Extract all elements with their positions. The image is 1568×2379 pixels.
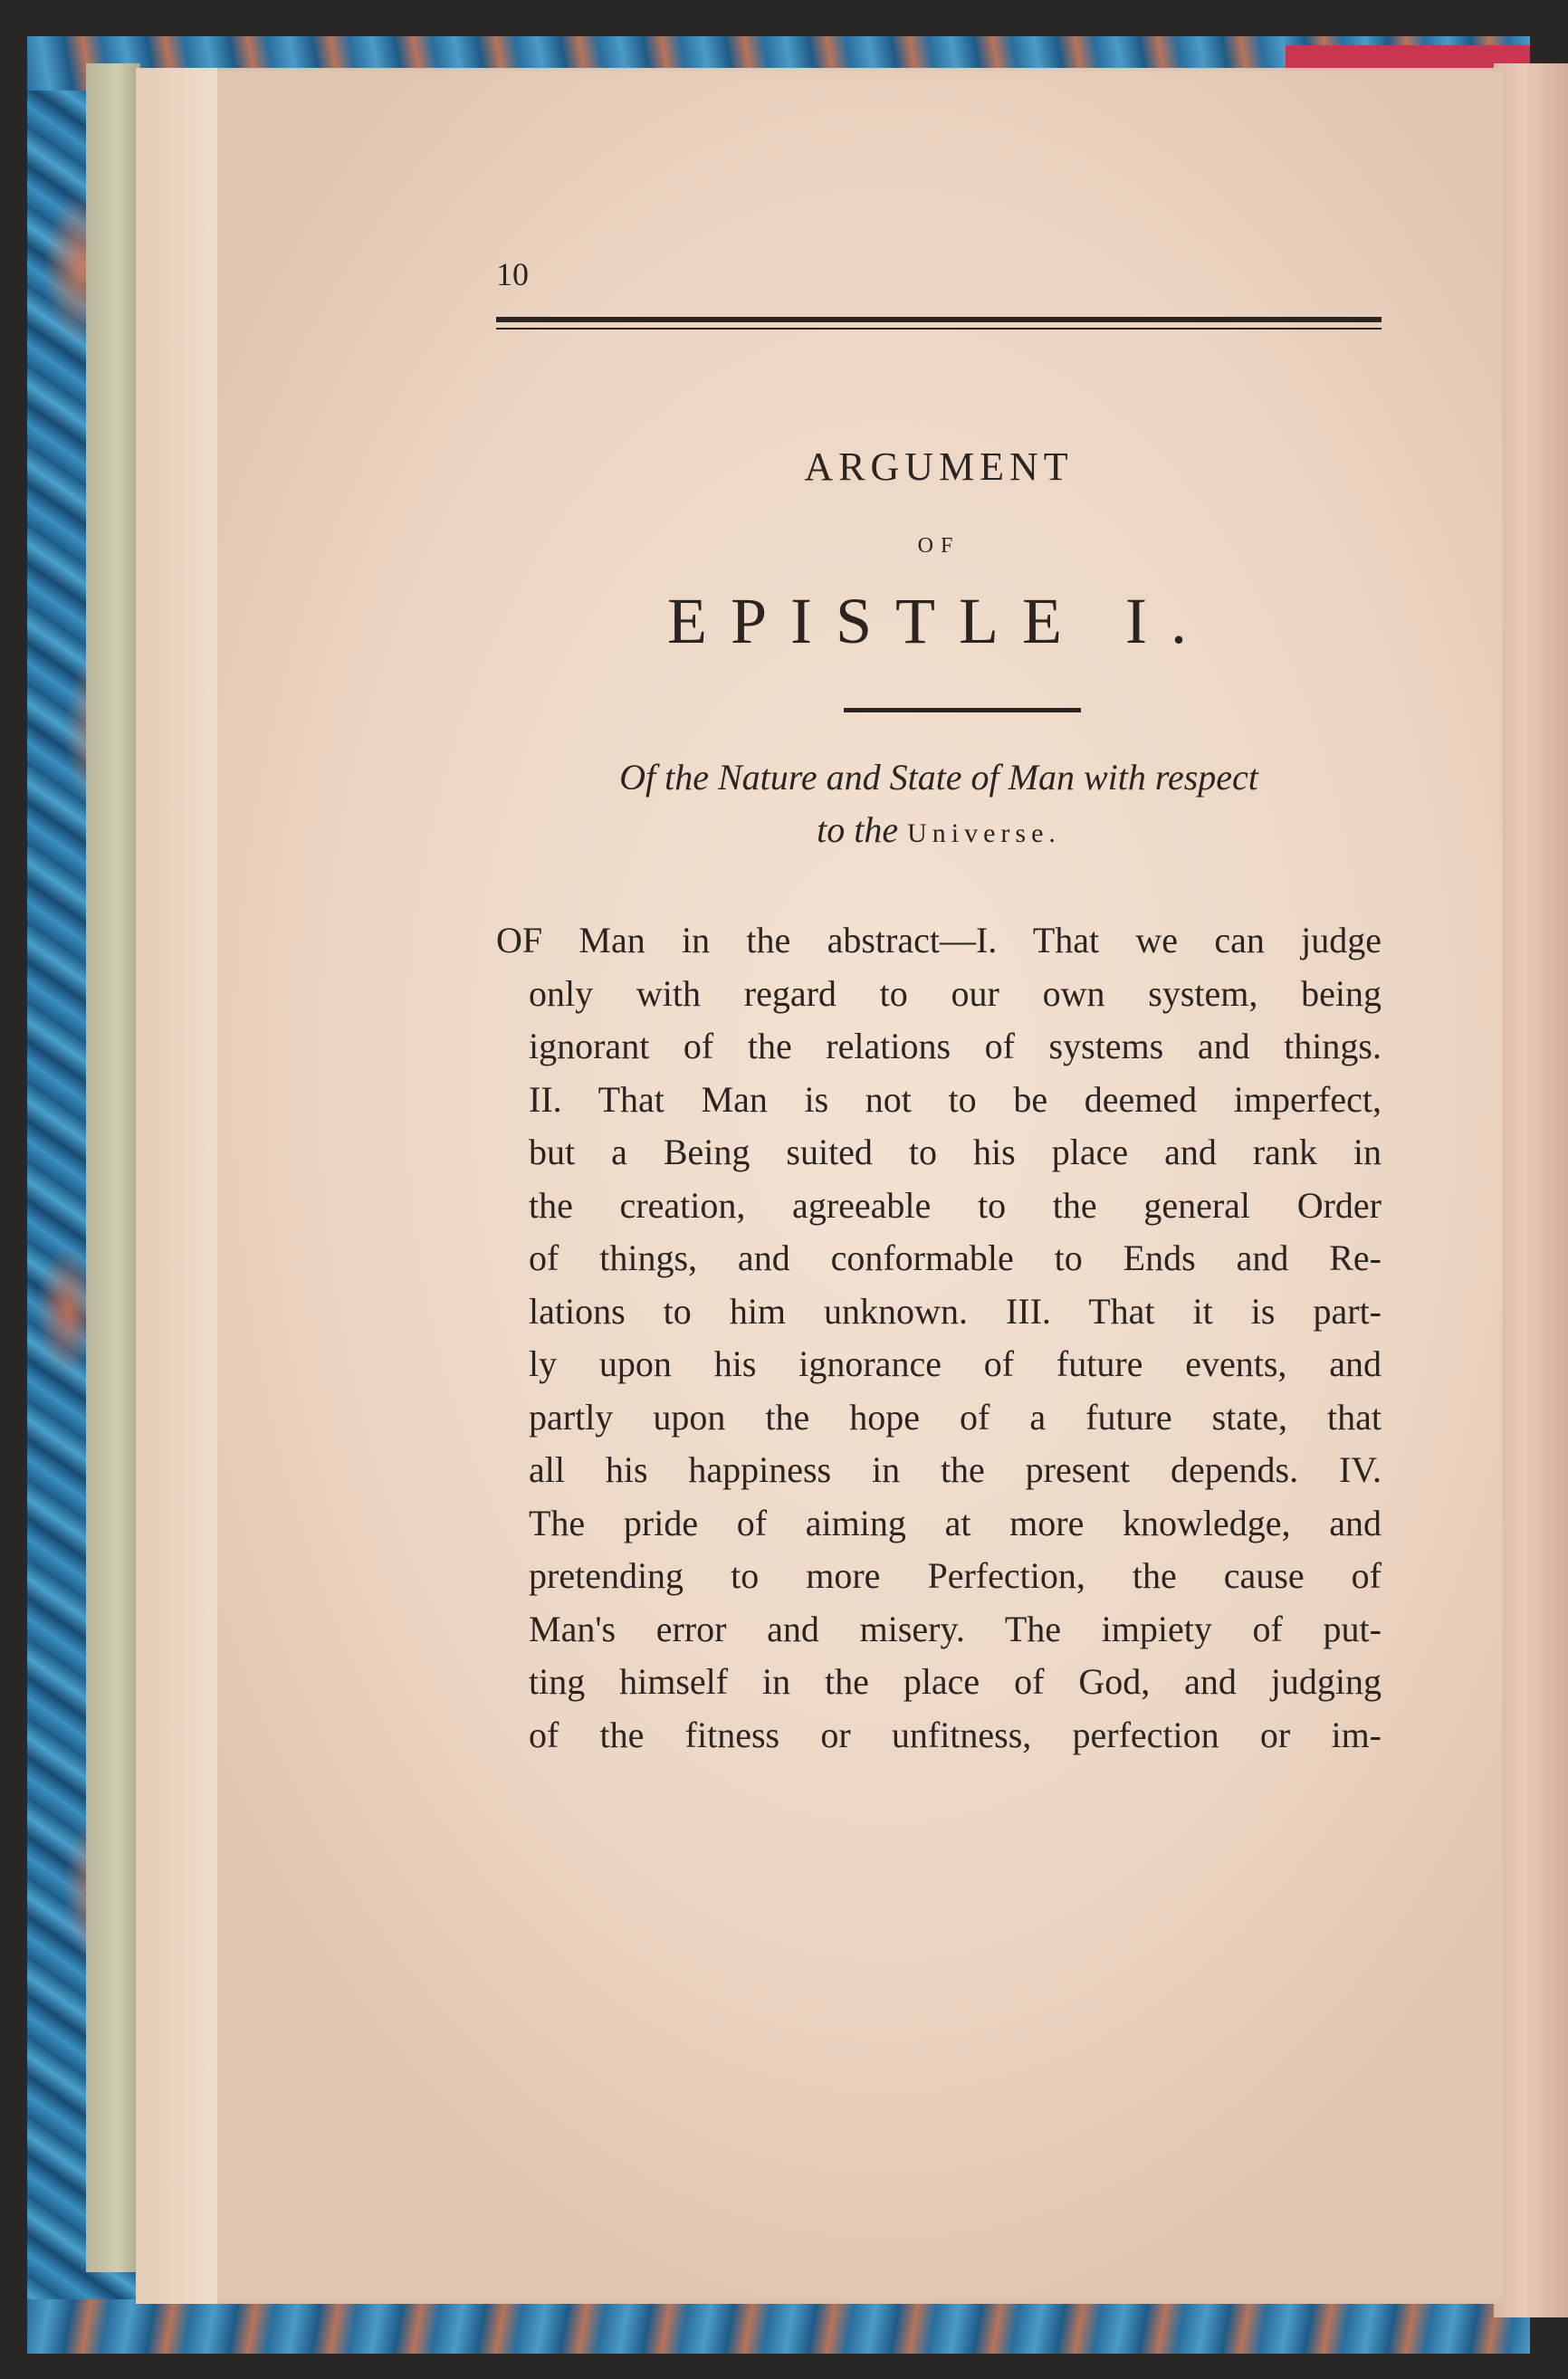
body-line: ly upon his ignorance of future events, and (529, 1343, 1382, 1384)
subtitle (496, 751, 1382, 860)
body-line: ting himself in the place of God, and judging (529, 1661, 1382, 1702)
body-line: all his happiness in the present depends. IV. (529, 1449, 1382, 1490)
body-line: the creation, agreeable to the general Order (529, 1184, 1382, 1226)
header-double-rule (496, 317, 1382, 330)
page-gutter (136, 68, 217, 2304)
heading-of: OF (917, 534, 961, 558)
body-line: pretending to more Perfection, the cause of (529, 1555, 1382, 1596)
body-line: only with regard to our own system, being (529, 972, 1382, 1014)
subtitle-line-1: Of the Nature and State of Man with respect (619, 757, 1258, 798)
body-line: The pride of aiming at more knowledge, and (529, 1502, 1382, 1543)
endpaper-strip (86, 63, 140, 2272)
argument-text (496, 914, 1382, 1762)
body-line: of the fitness or unfitness, perfection or im- (529, 1714, 1382, 1755)
heading-argument: ARGUMENT (804, 444, 1074, 489)
body-line: ignorant of the relations of systems and things. (529, 1026, 1382, 1066)
body-line: but a Being suited to his place and rank in (529, 1132, 1382, 1172)
body-line: OF Man in the abstract—I. That we can judge (496, 920, 1382, 960)
facing-page-edge (1494, 63, 1568, 2317)
subtitle-line-2-prefix: to the (817, 809, 899, 850)
marbled-board-bottom (27, 2299, 1530, 2354)
body-line: of things, and conformable to Ends and Re- (529, 1237, 1382, 1278)
heading-epistle: EPISTLE I. (667, 585, 1210, 657)
page-number: 10 (496, 256, 529, 292)
subtitle-line-2-smallcaps: Universe. (907, 818, 1061, 848)
divider-rule (844, 708, 1081, 712)
body-line: II. That Man is not to be deemed imperfect, (529, 1078, 1382, 1120)
body-line: lations to him unknown. III. That it is part- (529, 1290, 1382, 1332)
body-line: partly upon the hope of a future state, that (529, 1396, 1382, 1438)
body-line: Man's error and misery. The impiety of put- (529, 1608, 1382, 1649)
